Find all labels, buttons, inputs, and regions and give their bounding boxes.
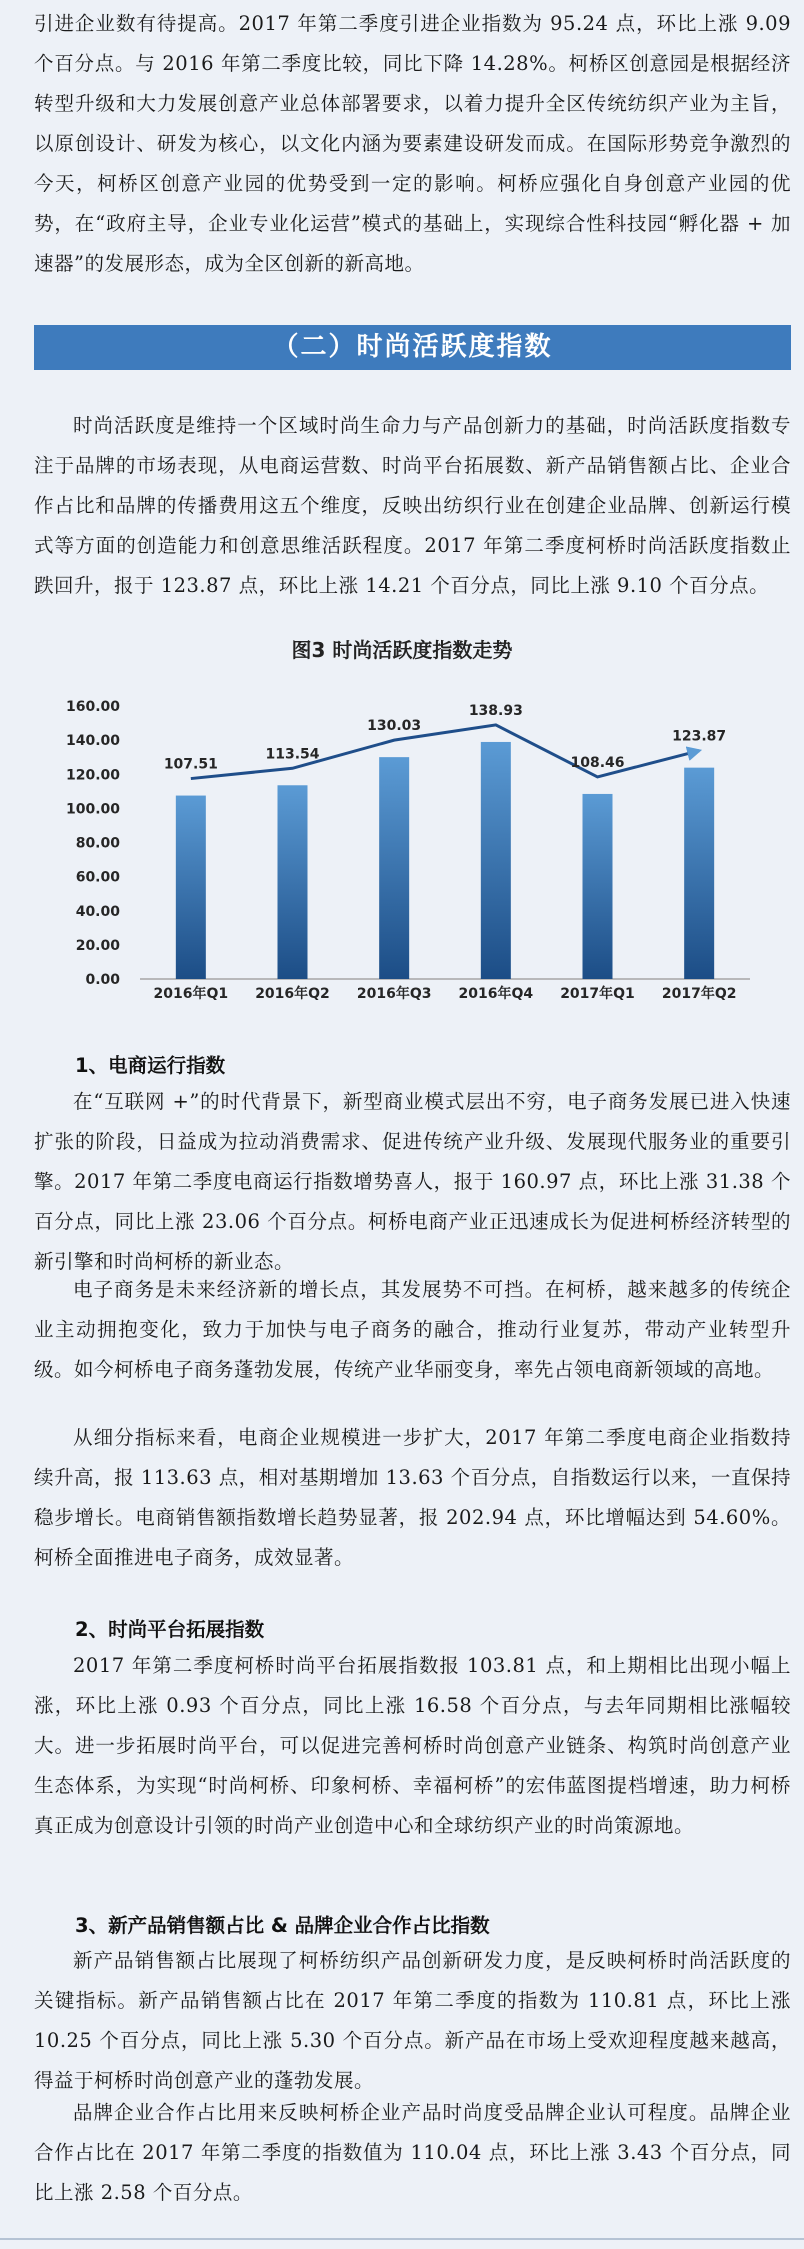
subsection-3-paragraph-1: 新产品销售额占比展现了柯桥纺织产品创新研发力度，是反映柯桥时尚活跃度的关键指标。新产品销售额占比在 2017 年第二季度的指数为 110.81 点，环比上涨 10.25 个百分点，同比上涨 5.30 个百分点。新产品在市场上受欢迎程度越来越高，得益于柯桥时尚创意产业的蓬勃发展。 <box>34 1949 791 2092</box>
subsection-1-paragraph-1: 在“互联网 +”的时代背景下，新型商业模式层出不穷，电子商务发展已进入快速扩张的阶段，日益成为拉动消费需求、促进传统产业升级、发展现代服务业的重要引擎。2017 年第二季度电商运行指数增势喜人，报于 160.97 点，环比上涨 31.38 个百分点，同比上涨 23.06 个百分点。柯桥电商产业正迅速成长为促进柯桥经济转型的新引擎和时尚柯桥的新业态。 <box>34 1090 791 1273</box>
y-tick-label: 40.00 <box>75 903 120 920</box>
y-tick-label: 100.00 <box>65 801 120 818</box>
subsection-2-heading: 2、时尚平台拓展指数 <box>75 1618 265 1641</box>
y-tick-label: 80.00 <box>75 835 120 852</box>
y-axis-ticks <box>66 699 120 988</box>
x-tick-label: 2017年Q1 <box>560 986 635 1002</box>
bar <box>481 742 511 979</box>
data-labels <box>164 703 726 773</box>
data-label: 138.93 <box>468 702 523 719</box>
y-tick-label: 20.00 <box>75 937 120 954</box>
x-tick-label: 2016年Q3 <box>356 986 432 1002</box>
data-label: 123.87 <box>672 728 727 745</box>
data-label: 107.51 <box>163 756 218 773</box>
x-tick-label: 2017年Q2 <box>661 986 737 1002</box>
subsection-1-heading: 1、电商运行指数 <box>75 1054 226 1077</box>
subsection-3-paragraph-2: 品牌企业合作占比用来反映柯桥企业产品时尚度受品牌企业认可程度。品牌企业合作占比在 2017 年第二季度的指数值为 110.04 点，环比上涨 3.43 个百分点，同比上涨 2.58 个百分点。 <box>34 2101 791 2204</box>
bar <box>176 796 206 979</box>
bar <box>278 785 308 979</box>
y-tick-label: 160.00 <box>65 699 120 715</box>
bar <box>684 768 714 979</box>
y-tick-label: 120.00 <box>65 767 120 784</box>
y-tick-label: 0.00 <box>85 972 120 988</box>
subsection-1-paragraph-2: 电子商务是未来经济新的增长点，其发展势不可挡。在柯桥，越来越多的传统企业主动拥抱变化，致力于加快与电子商务的融合，推动行业复苏，带动产业转型升级。如今柯桥电子商务蓬勃发展，传统产业华丽变身，率先占领电商新领域的高地。 <box>34 1278 791 1381</box>
y-tick-label: 60.00 <box>75 869 120 886</box>
intro-paragraph: 引进企业数有待提高。2017 年第二季度引进企业指数为 95.24 点，环比上涨 9.09 个百分点。与 2016 年第二季度比较，同比下降 14.28%。柯桥区创意园是根据经济转型升级和大力发展创意产业总体部署要求，以着力提升全区传统纺织产业为主旨，以原创设计、研发为核心，以文化内涵为要素建设研发而成。在国际形势竞争激烈的今天，柯桥区创意产业园的优势受到一定的影响。柯桥应强化自身创意产业园的优势，在“政府主导，企业专业化运营”模式的基础上，实现综合性科技园“孵化器 + 加速器”的发展形态，成为全区创新的新高地。 <box>34 12 791 275</box>
data-label: 130.03 <box>367 718 422 735</box>
section-paragraph: 时尚活跃度是维持一个区域时尚生命力与产品创新力的基础，时尚活跃度指数专注于品牌的市场表现，从电商运营数、时尚平台拓展数、新产品销售额占比、企业合作占比和品牌的传播费用这五个维度，反映出纺织行业在创建企业品牌、创新运行模式等方面的创造能力和创意思维活跃程度。2017 年第二季度柯桥时尚活跃度指数止跌回升，报于 123.87 点，环比上涨 14.21 个百分点，同比上涨 9.10 个百分点。 <box>34 414 791 597</box>
x-axis-labels <box>154 985 737 1002</box>
bar <box>583 794 613 979</box>
x-tick-label: 2016年Q4 <box>458 986 534 1002</box>
subsection-2-paragraph-1: 2017 年第二季度柯桥时尚平台拓展指数报 103.81 点，和上期相比出现小幅上涨，环比上涨 0.93 个百分点，同比上涨 16.58 个百分点，与去年同期相比涨幅较大。进一步拓展时尚平台，可以促进完善柯桥时尚创意产业链条、构筑时尚创意产业生态体系，为实现“时尚柯桥、印象柯桥、幸福柯桥”的宏伟蓝图提档增速，助力柯桥真正成为创意设计引领的时尚产业创造中心和全球纺织产业的时尚策源地。 <box>34 1654 791 1837</box>
y-tick-label: 140.00 <box>65 733 120 750</box>
section-banner-title: （二）时尚活跃度指数 <box>34 325 791 370</box>
bar-series <box>176 742 714 979</box>
fashion-activity-index-chart <box>0 680 804 1010</box>
x-tick-label: 2016年Q2 <box>255 986 330 1002</box>
subsection-3-heading: 3、新产品销售额占比 & 品牌企业合作占比指数 <box>75 1914 490 1937</box>
data-label: 113.54 <box>265 746 320 763</box>
bottom-divider <box>0 2238 804 2240</box>
data-label: 108.46 <box>570 754 625 771</box>
x-tick-label: 2016年Q1 <box>153 986 229 1002</box>
subsection-1-paragraph-3: 从细分指标来看，电商企业规模进一步扩大，2017 年第二季度电商企业指数持续升高，报 113.63 点，相对基期增加 13.63 个百分点，自指数运行以来，一直保持稳步增长。电商销售额指数增长趋势显著，报 202.94 点，环比增幅达到 54.60%。柯桥全面推进电子商务，成效显著。 <box>34 1426 791 1569</box>
bar <box>379 757 409 979</box>
chart-title: 图3 时尚活跃度指数走势 <box>291 638 513 662</box>
